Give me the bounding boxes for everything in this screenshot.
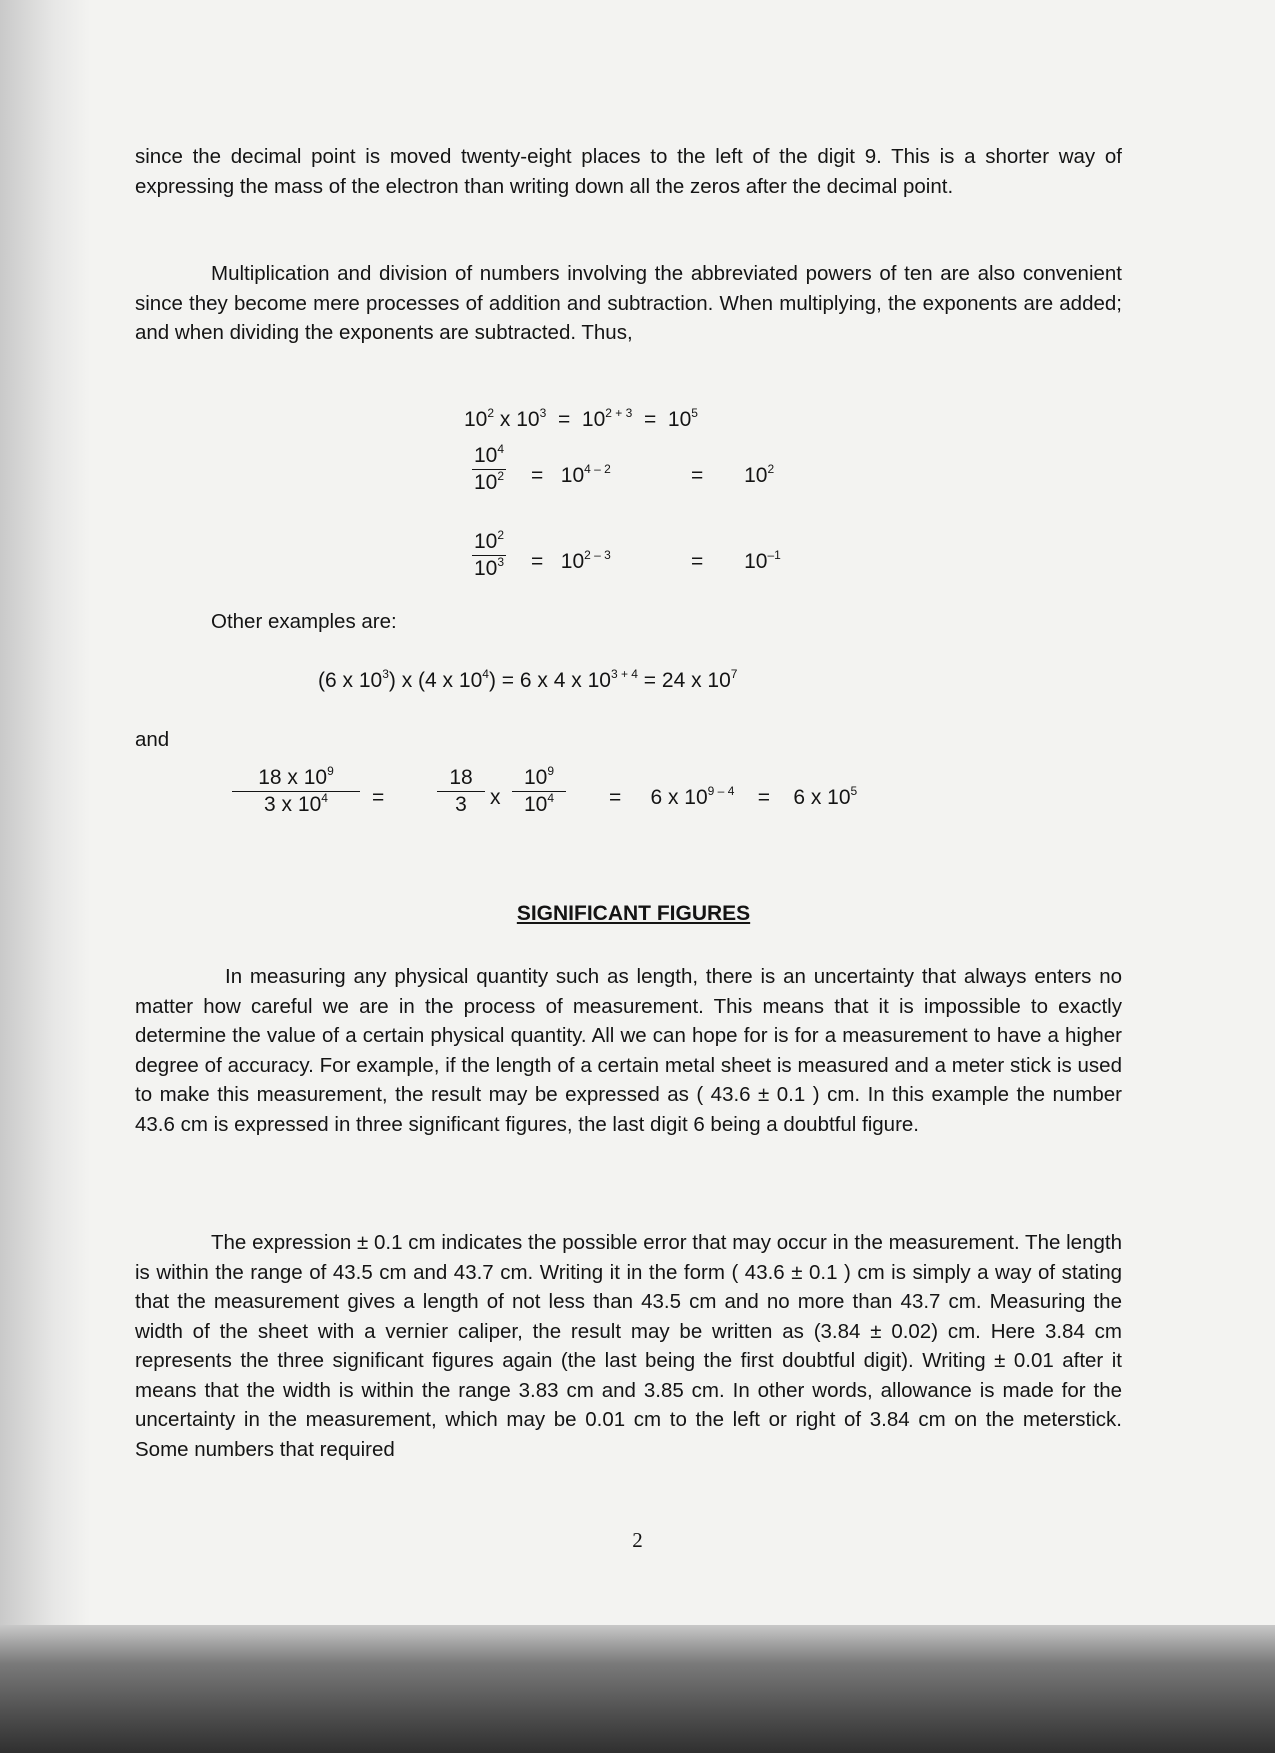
times-sign: x — [490, 786, 501, 809]
paragraph-decimal-point: since the decimal point is moved twenty-eight places to the left of the digit 9. This is a shorter way of expressing the mass of the electron than writing down all the zeros after the decimal point. — [135, 145, 1122, 198]
fraction-18-over-3: $\frac{18}{3}$ — [437, 766, 485, 817]
fraction-10-4-over-10-2: $\frac{10^4}{10^2}$ — [474, 442, 505, 494]
equals-sign: = — [372, 786, 385, 809]
page-number: 2 — [632, 1528, 643, 1552]
equation-division-2: = 10$^{2 - 3}$ — [531, 548, 611, 573]
equation-division-1-result: = $10^2$ — [691, 462, 775, 487]
fraction-10-2-over-10-3: $\frac{10^2}{10^3}$ — [474, 528, 505, 580]
section-heading-significant-figures: SIGNIFICANT FIGURES — [516, 902, 751, 925]
equation-multiplication: $10^2$ x $10^3 = 10^{2 + 3} = 10^5$ — [464, 406, 698, 431]
fraction-18e9-over-3e4: $\frac{18 x 10^9}{3 x 10^4}$ — [232, 766, 360, 817]
label-and: and — [135, 728, 170, 751]
equation-example-1: (6 x $10^3$) x (4 x $10^4) = 6$ x 4 x $10^{3 + 4} = 24$ x $10^7$ — [318, 667, 738, 692]
equation-division-1: = 10$^{4 - 2}$ — [531, 462, 611, 487]
paragraph-measurement-uncertainty: In measuring any physical quantity such as length, there is an uncertainty that always enters no matter how careful we are in the process of measurement. This means that it is impossible to exactly determine the value of a certain physical quantity. All we can hope for is for a measurement to have a higher degree of accuracy. For example, if the length of a certain metal sheet is measured and a meter stick is used to make this measurement, the result may be expressed as ( 43.6 ± 0.1 ) cm. In this example the number 43.6 cm is expressed in three significant figures, the last digit 6 being a doubtful figure. — [135, 965, 1122, 1136]
paragraph-multiplication: Multiplication and division of numbers involving the abbreviated powers of ten are also convenient since they become mere processes of addition and subtraction. When multiplying, the exponents are added; and when dividing the exponents are subtracted. Thus, — [135, 262, 1122, 344]
label-other-examples: Other examples are: — [211, 610, 397, 633]
scan-shadow — [0, 0, 90, 1625]
paragraph-expression-error: The expression ± 0.1 cm indicates the possible error that may occur in the measurement. The length is within the range of 43.5 cm and 43.7 cm. Writing it in the form ( 43.6 ± 0.1 ) cm is simply a way of stating that the measurement gives a length of not less than 43.5 cm and no more than 43.7 cm. Measuring the width of the sheet with a vernier caliper, the result may be written as (3.84 ± 0.02) cm. Here 3.84 cm represents the three significant figures again (the last being the first doubtful digit). Writing ± 0.01 after it means that the width is within the range 3.83 cm and 3.85 cm. In other words, allowance is made for the uncertainty in the measurement, which may be 0.01 cm to the left or right of 3.84 cm on the meterstick. Some numbers that required — [135, 1231, 1122, 1461]
fraction-10-9-over-10-4: $\frac{10^9}{10^4}$ — [512, 766, 566, 817]
equation-example-2-result: = 6 x 10$^{9 - 4}$ = 6 x $10^5$ — [609, 784, 858, 809]
scanner-bottom-edge — [0, 1625, 1275, 1753]
equation-division-2-result: = $10^{-1}$ — [691, 548, 781, 573]
